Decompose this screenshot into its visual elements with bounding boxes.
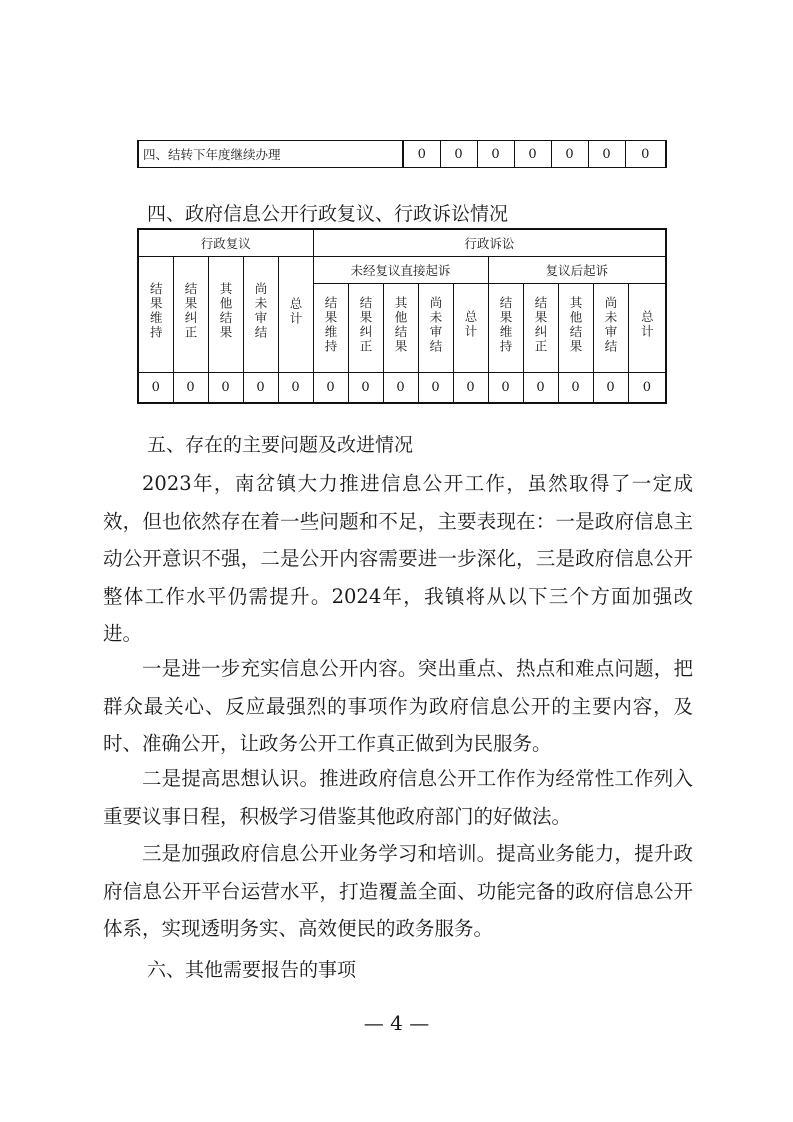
section4-heading: 四、政府信息公开行政复议、行政诉讼情况 <box>147 203 509 225</box>
row-label: 四、结转下年度继续办理 <box>138 141 403 168</box>
cell-value: 0 <box>278 373 313 404</box>
header-review: 行政复议 <box>138 229 313 257</box>
cell-value: 0 <box>208 373 243 404</box>
col-header: 尚未审结 <box>243 257 278 373</box>
cell-value: 0 <box>453 373 488 404</box>
table-row <box>138 229 666 257</box>
cell-value: 0 <box>523 373 558 404</box>
cell-value: 0 <box>477 141 514 168</box>
col-header: 总计 <box>278 257 313 373</box>
col-header: 尚未审结 <box>593 284 628 373</box>
paragraph: 二是提高思想认识。推进政府信息公开工作作为经常性工作列入重要议事日程，积极学习借鉴其他政府部门的好做法。 <box>103 767 693 828</box>
cell-value: 0 <box>173 373 208 404</box>
col-header: 总计 <box>628 284 666 373</box>
cell-value: 0 <box>558 373 593 404</box>
col-header: 尚未审结 <box>418 284 453 373</box>
col-header: 结果维持 <box>488 284 523 373</box>
table-row <box>138 257 666 284</box>
col-header: 其他结果 <box>383 284 418 373</box>
paragraph: 2023年，南岔镇大力推进信息公开工作，虽然取得了一定成效，但也依然存在着一些问题和不足，主要表现在：一是政府信息主动公开意识不强，二是公开内容需要进一步深化，三是政府信息公开整体工作水平仍需提升。2024年，我镇将从以下三个方面加强改进。 <box>103 472 693 645</box>
cell-value: 0 <box>313 373 348 404</box>
header-direct: 未经复议直接起诉 <box>313 257 488 284</box>
cell-value: 0 <box>514 141 551 168</box>
cell-value: 0 <box>383 373 418 404</box>
cell-value: 0 <box>488 373 523 404</box>
table-row <box>138 141 666 168</box>
cell-value: 0 <box>403 141 440 168</box>
cell-value: 0 <box>348 373 383 404</box>
col-header: 总计 <box>453 284 488 373</box>
cell-value: 0 <box>138 373 173 404</box>
col-header: 结果维持 <box>138 257 173 373</box>
section5-heading: 五、存在的主要问题及改进情况 <box>147 434 414 456</box>
table-row <box>138 373 666 404</box>
cell-value: 0 <box>551 141 588 168</box>
cell-value: 0 <box>588 141 625 168</box>
cell-value: 0 <box>418 373 453 404</box>
paragraph: 一是进一步充实信息公开内容。突出重点、热点和难点问题，把群众最关心、反应最强烈的事项作为政府信息公开的主要内容，及时、准确公开，让政务公开工作真正做到为民服务。 <box>103 657 693 755</box>
cell-value: 0 <box>625 141 666 168</box>
review-litigation-table <box>137 228 667 404</box>
section6-heading: 六、其他需要报告的事项 <box>147 959 357 981</box>
cell-value: 0 <box>628 373 666 404</box>
cell-value: 0 <box>243 373 278 404</box>
col-header: 其他结果 <box>558 284 593 373</box>
header-after: 复议后起诉 <box>488 257 666 284</box>
cell-value: 0 <box>440 141 477 168</box>
col-header: 结果纠正 <box>523 284 558 373</box>
col-header: 结果维持 <box>313 284 348 373</box>
col-header: 结果纠正 <box>173 257 208 373</box>
col-header: 结果纠正 <box>348 284 383 373</box>
page-number: — 4 — <box>363 1011 430 1035</box>
cell-value: 0 <box>593 373 628 404</box>
header-litigation: 行政诉讼 <box>313 229 666 257</box>
paragraph: 三是加强政府信息公开业务学习和培训。提高业务能力，提升政府信息公开平台运营水平，打造覆盖全面、功能完备的政府信息公开体系，实现透明务实、高效便民的政务服务。 <box>103 842 693 940</box>
col-header: 其他结果 <box>208 257 243 373</box>
carry-over-table <box>137 140 667 168</box>
